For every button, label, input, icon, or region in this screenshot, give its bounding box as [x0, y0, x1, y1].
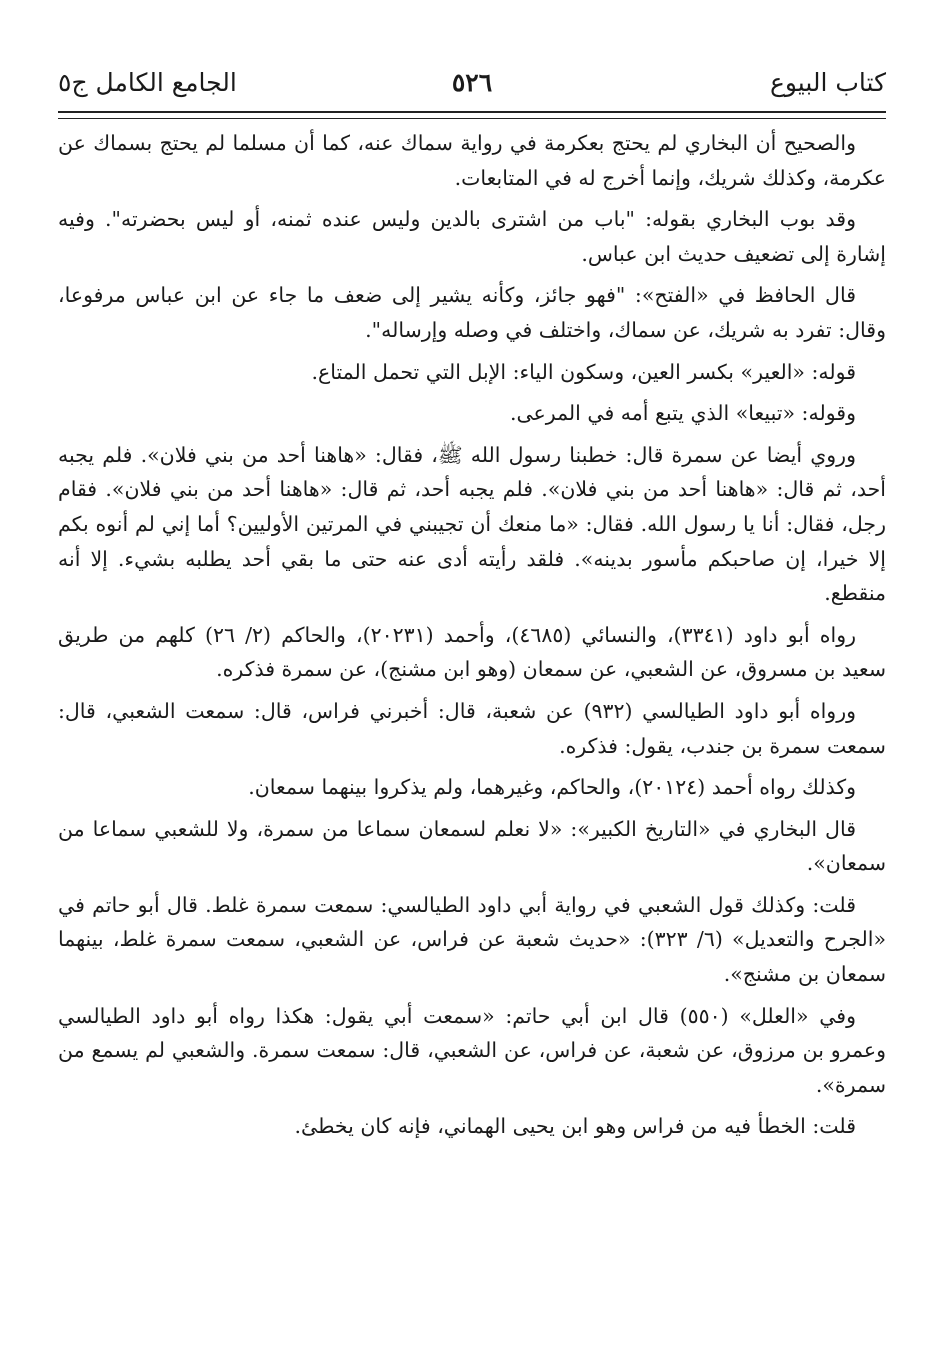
- paragraph: قلت: الخطأ فيه من فراس وهو ابن يحيى الهماني، فإنه كان يخطئ.: [294, 1114, 856, 1139]
- book-title: الجامع الكامل ج٥: [58, 68, 237, 97]
- paragraph: وفي «العلل» (٥٥٠) قال ابن أبي حاتم: «سمعت أبي يقول: هكذا رواه أبو داود الطيالسي وعمرو بن مرزوق، عن شعبة، عن فراس، عن الشعبي، قال: سمعت سمرة. والشعبي لم يسمع من سمرة».: [58, 1003, 886, 1097]
- paragraph: رواه أبو داود (٣٣٤١)، والنسائي (٤٦٨٥)، وأحمد (٢٠٢٣١)، والحاكم (٢/ ٢٦) كلهم من طريق سعيد بن مسروق، عن الشعبي، عن سمعان (وهو ابن مشنج)، عن سمرة فذكره.: [58, 622, 886, 682]
- paragraph: قوله: «العير» بكسر العين، وسكون الياء: الإبل التي تحمل المتاع.: [311, 359, 856, 384]
- paragraph: وروي أيضا عن سمرة قال: خطبنا رسول الله ﷺ، فقال: «هاهنا أحد من بني فلان». فلم يجبه أحد، ثم قال: «هاهنا أحد من بني فلان». فلم يجبه أحد، ثم قال: «هاهنا أحد من بني فلان». فقام رجل، فقال: أنا يا رسول الله. فقال: «ما منعك أن تجيبني في المرتين الأوليين؟ أما إني لم أنوه بكم إلا خيرا، إن صاحبكم مأسور بدينه». فلقد رأيته أدى عنه حتى ما بقي أحد يطلبه بشيء. إلا أنه منقطع.: [58, 442, 886, 606]
- paragraph: وقوله: «تبيعا» الذي يتبع أمه في المرعى.: [509, 401, 856, 426]
- header-rule-thick: [58, 111, 886, 113]
- paragraph: والصحيح أن البخاري لم يحتج بعكرمة في رواية سماك عنه، كما أن مسلما لم يحتج بسماك عن عكرمة، وكذلك شريك، وإنما أخرج له في المتابعات.: [58, 131, 886, 190]
- paragraph: قلت: وكذلك قول الشعبي في رواية أبي داود الطيالسي: سمعت سمرة غلط. قال أبو حاتم في «الجرح والتعديل» (٦/ ٣٢٣): «حديث شعبة عن فراس، عن الشعبي، سمعت سمرة غلط، بينهما سمعان بن مشنج».: [58, 892, 886, 987]
- page-number: ٥٢٦: [451, 68, 493, 97]
- section-title: كتاب البيوع: [769, 68, 886, 97]
- page-header: [58, 62, 886, 106]
- paragraph: ورواه أبو داود الطيالسي (٩٣٢) عن شعبة، قال: أخبرني فراس، قال: سمعت الشعبي، قال: سمعت سمرة بن جندب، يقول: فذكره.: [58, 698, 886, 758]
- paragraph: وكذلك رواه أحمد (٢٠١٢٤)، والحاكم، وغيرهما، ولم يذكروا بينهما سمعان.: [248, 775, 856, 800]
- page-body: [58, 126, 886, 1151]
- paragraph: قال الحافظ في «الفتح»: "فهو جائز، وكأنه يشير إلى ضعف ما جاء عن ابن عباس مرفوعا، وقال: تفرد به شريك، عن سماك، واختلف في وصله وإرساله".: [58, 283, 886, 342]
- paragraph: وقد بوب البخاري بقوله: "باب من اشترى بالدين وليس عنده ثمنه، أو ليس بحضرته". وفيه إشارة إلى تضعيف حديث ابن عباس.: [58, 207, 886, 266]
- header-rule-thin: [58, 118, 886, 119]
- paragraph: قال البخاري في «التاريخ الكبير»: «لا نعلم لسمعان سماعا من سمرة، ولا للشعبي سماعا من سمعان».: [58, 816, 886, 876]
